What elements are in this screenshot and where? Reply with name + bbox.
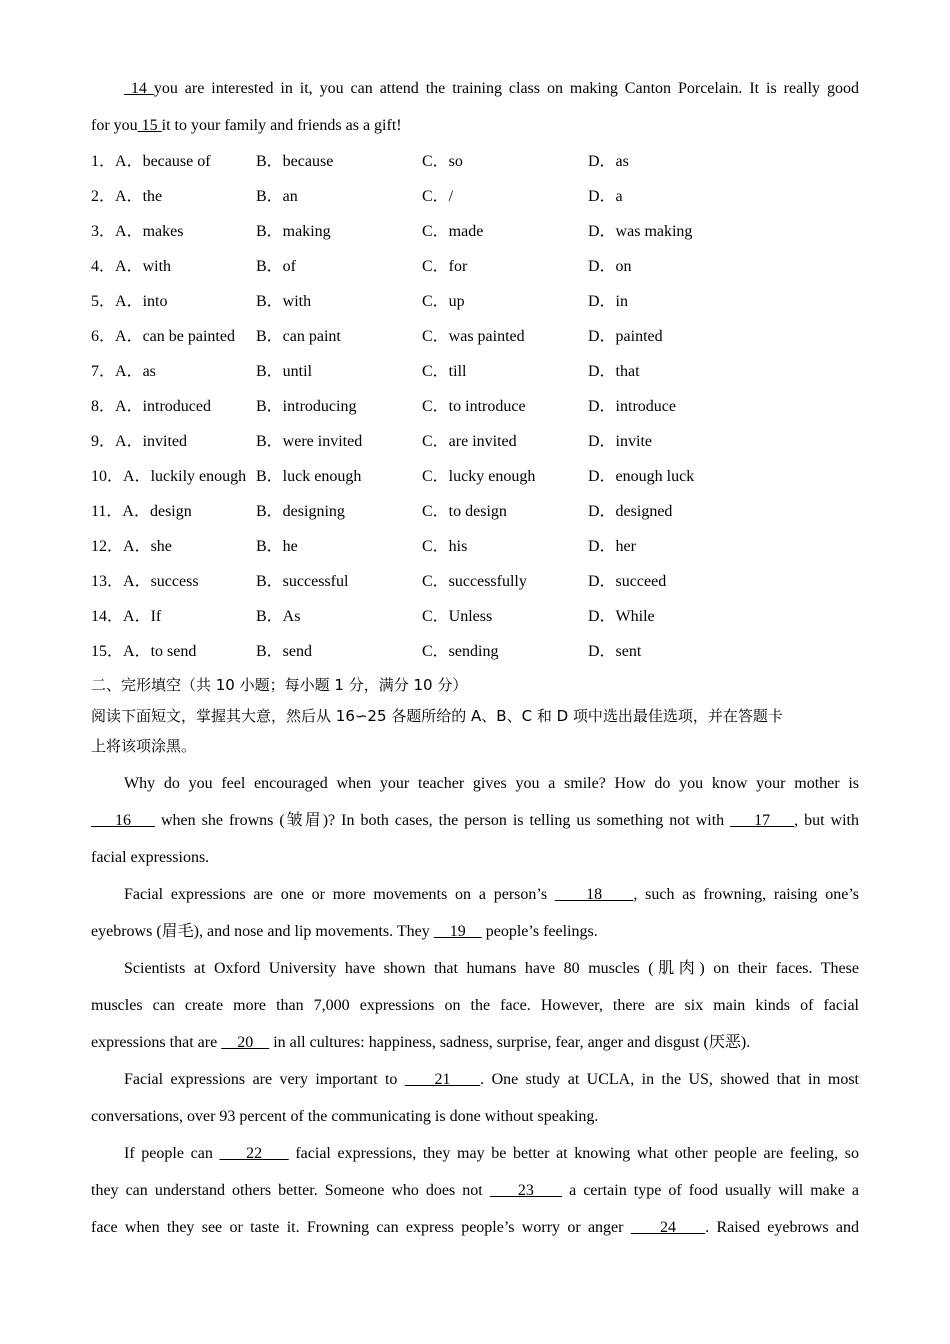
option-c: C．made bbox=[422, 223, 484, 240]
option-a: A．the bbox=[115, 188, 163, 205]
option-b: B．of bbox=[256, 258, 297, 275]
option-c: C．till bbox=[422, 363, 467, 380]
option-a: A．makes bbox=[115, 223, 184, 240]
option-a: A．with bbox=[115, 258, 172, 275]
passage-text: Facial expressions are very important to bbox=[124, 1071, 405, 1088]
question-number-and-option-a bbox=[91, 529, 172, 564]
question-number: 10． bbox=[91, 468, 124, 485]
option-b: B．successful bbox=[256, 573, 349, 590]
option-a: A．to send bbox=[123, 643, 197, 660]
question-row bbox=[91, 354, 859, 389]
passage-line bbox=[91, 1024, 859, 1061]
blank-18: 18 bbox=[554, 886, 634, 903]
question-row bbox=[91, 494, 859, 529]
passage-line bbox=[91, 1172, 859, 1209]
blank-14: 14 bbox=[124, 80, 154, 97]
passage-text: eyebrows (眉毛), and nose and lip movements. They bbox=[91, 923, 434, 940]
option-a: A．luckily enough bbox=[123, 468, 247, 485]
option-d: D．introduce bbox=[588, 398, 676, 415]
question-number-and-option-a bbox=[91, 214, 183, 249]
option-b: B．he bbox=[256, 538, 298, 555]
option-a: A．because of bbox=[115, 153, 211, 170]
passage-line bbox=[91, 876, 859, 913]
option-b: B．an bbox=[256, 188, 298, 205]
option-b: B．were invited bbox=[256, 433, 363, 450]
option-b: B．designing bbox=[256, 503, 345, 520]
question-number: 1． bbox=[91, 153, 116, 170]
option-a: A．invited bbox=[115, 433, 188, 450]
passage-text: Facial expressions are one or more movements on a person’s bbox=[124, 886, 555, 903]
option-b: B．can paint bbox=[256, 328, 341, 345]
question-row bbox=[91, 459, 859, 494]
blank-15: 15 bbox=[137, 117, 162, 134]
question-number: 4． bbox=[91, 258, 116, 275]
passage-text: If people can bbox=[124, 1145, 220, 1162]
option-b: B．luck enough bbox=[256, 468, 362, 485]
option-b: B．introducing bbox=[256, 398, 357, 415]
passage-text: face when they see or taste it. Frowning can express people’s worry or anger bbox=[91, 1219, 631, 1236]
option-b: B．making bbox=[256, 223, 331, 240]
question-number-and-option-a bbox=[91, 389, 211, 424]
option-d: D．succeed bbox=[588, 573, 667, 590]
question-number: 14． bbox=[91, 608, 124, 625]
option-c: C．lucky enough bbox=[422, 468, 536, 485]
question-number-and-option-a bbox=[91, 634, 196, 669]
option-d: D．on bbox=[588, 258, 632, 275]
passage-line bbox=[91, 1061, 859, 1098]
passage-text: they can understand others better. Someone who does not bbox=[91, 1182, 490, 1199]
option-c: C．for bbox=[422, 258, 468, 275]
question-number-and-option-a bbox=[91, 179, 162, 214]
blank-17: 17 bbox=[730, 812, 795, 829]
question-row bbox=[91, 179, 859, 214]
exam-page bbox=[91, 70, 859, 1246]
option-c: C．so bbox=[422, 153, 463, 170]
passage-line bbox=[91, 1209, 859, 1246]
question-row bbox=[91, 144, 859, 179]
option-c: C．sending bbox=[422, 643, 499, 660]
blank-20: 20 bbox=[221, 1034, 270, 1051]
question-row bbox=[91, 564, 859, 599]
question-number-and-option-a bbox=[91, 599, 161, 634]
blank-16: 16 bbox=[91, 812, 155, 829]
question-number-and-option-a bbox=[91, 319, 235, 354]
intro-text: for you bbox=[91, 117, 138, 134]
question-number: 8． bbox=[91, 398, 116, 415]
option-d: D．painted bbox=[588, 328, 663, 345]
section-instruction bbox=[91, 701, 859, 761]
passage-line: Scientists at Oxford University have shown that humans have 80 muscles (肌肉) on their faces. These bbox=[124, 960, 859, 977]
option-d: D．enough luck bbox=[588, 468, 695, 485]
question-number-and-option-a bbox=[91, 249, 171, 284]
question-row bbox=[91, 634, 859, 669]
passage-text: expressions that are bbox=[91, 1034, 222, 1051]
blank-23: 23 bbox=[489, 1182, 563, 1199]
question-number: 13． bbox=[91, 573, 124, 590]
blank-19: 19 bbox=[433, 923, 482, 940]
passage-text: in all cultures: happiness, sadness, surprise, fear, anger and disgust (厌恶). bbox=[269, 1034, 751, 1051]
option-a: A．can be painted bbox=[115, 328, 235, 345]
option-a: A．into bbox=[115, 293, 168, 310]
question-row bbox=[91, 424, 859, 459]
passage-text: . One study at UCLA, in the US, showed that in most bbox=[480, 1071, 860, 1088]
question-number: 9． bbox=[91, 433, 116, 450]
question-number: 15． bbox=[91, 643, 124, 660]
passage-text: people’s feelings. bbox=[481, 923, 598, 940]
option-c: C．successfully bbox=[422, 573, 527, 590]
question-number-and-option-a bbox=[91, 424, 187, 459]
question-number: 5． bbox=[91, 293, 116, 310]
option-a: A．introduced bbox=[115, 398, 211, 415]
question-row bbox=[91, 389, 859, 424]
option-c: C．are invited bbox=[422, 433, 517, 450]
question-number-and-option-a bbox=[91, 354, 156, 389]
option-d: D．that bbox=[588, 363, 640, 380]
passage-line: Why do you feel encouraged when your teacher gives you a smile? How do you know your mother is bbox=[124, 775, 859, 792]
passage-line: muscles can create more than 7,000 expressions on the face. However, there are six main kinds of facial bbox=[91, 997, 859, 1014]
option-b: B．As bbox=[256, 608, 301, 625]
option-d: D．invite bbox=[588, 433, 652, 450]
option-c: C．to introduce bbox=[422, 398, 526, 415]
option-d: D．was making bbox=[588, 223, 693, 240]
intro-text: you are interested in it, you can attend the training class on making Canton Porcelain. It is really good bbox=[153, 80, 859, 97]
option-b: B．because bbox=[256, 153, 334, 170]
question-number: 11． bbox=[91, 503, 123, 520]
option-a: A．If bbox=[123, 608, 162, 625]
option-a: A．success bbox=[123, 573, 199, 590]
passage-text: facial expressions, they may be better at knowing what other people are feeling, so bbox=[288, 1145, 859, 1162]
passage-text: , such as frowning, raising one’s bbox=[633, 886, 859, 903]
passage-line bbox=[91, 1135, 859, 1172]
question-number-and-option-a bbox=[91, 459, 246, 494]
passage-line bbox=[91, 913, 859, 950]
option-d: D．While bbox=[588, 608, 655, 625]
question-number-and-option-a bbox=[91, 144, 211, 179]
question-number: 12． bbox=[91, 538, 124, 555]
option-a: A．as bbox=[115, 363, 156, 380]
question-row bbox=[91, 284, 859, 319]
passage-line bbox=[91, 802, 859, 839]
option-c: C．/ bbox=[422, 188, 454, 205]
option-d: D．her bbox=[588, 538, 636, 555]
passage-line: facial expressions. bbox=[91, 849, 210, 866]
intro-line-2 bbox=[91, 107, 859, 144]
question-number: 2． bbox=[91, 188, 116, 205]
question-row bbox=[91, 319, 859, 354]
option-b: B．until bbox=[256, 363, 313, 380]
question-row bbox=[91, 214, 859, 249]
option-d: D．a bbox=[588, 188, 623, 205]
question-row bbox=[91, 529, 859, 564]
option-a: A．she bbox=[123, 538, 172, 555]
question-number: 3． bbox=[91, 223, 116, 240]
instruction-line: 阅读下面短文，掌握其大意，然后从 16∽25 各题所给的 A、B、C 和 D 项中选出最佳选项，并在答题卡 bbox=[91, 707, 783, 725]
blank-24: 24 bbox=[630, 1219, 706, 1236]
option-a: A．design bbox=[122, 503, 192, 520]
question-number-and-option-a bbox=[91, 284, 167, 319]
question-list bbox=[91, 144, 859, 669]
passage-line: conversations, over 93 percent of the communicating is done without speaking. bbox=[91, 1108, 599, 1125]
intro-text: it to your family and friends as a gift! bbox=[161, 117, 402, 134]
intro-line-1 bbox=[91, 70, 859, 107]
question-row bbox=[91, 599, 859, 634]
instruction-line: 上将该项涂黑。 bbox=[91, 737, 197, 755]
option-b: B．with bbox=[256, 293, 312, 310]
option-c: C．Unless bbox=[422, 608, 493, 625]
question-row bbox=[91, 249, 859, 284]
question-number: 7． bbox=[91, 363, 116, 380]
question-number: 6． bbox=[91, 328, 116, 345]
passage-text: a certain type of food usually will make a bbox=[562, 1182, 860, 1199]
passage-text: . Raised eyebrows and bbox=[705, 1219, 859, 1236]
option-d: D．designed bbox=[588, 503, 673, 520]
blank-22: 22 bbox=[219, 1145, 289, 1162]
option-c: C．up bbox=[422, 293, 465, 310]
option-c: C．was painted bbox=[422, 328, 525, 345]
question-number-and-option-a bbox=[91, 564, 199, 599]
passage-text: when she frowns (皱眉)? In both cases, the person is telling us something not with bbox=[154, 812, 731, 829]
passage bbox=[91, 765, 859, 1246]
option-c: C．to design bbox=[422, 503, 507, 520]
option-d: D．in bbox=[588, 293, 629, 310]
blank-21: 21 bbox=[404, 1071, 481, 1088]
option-d: D．as bbox=[588, 153, 629, 170]
option-b: B．send bbox=[256, 643, 313, 660]
passage-text: , but with bbox=[794, 812, 859, 829]
section-heading: 二、完形填空（共 10 小题；每小题 1 分，满分 10 分） bbox=[91, 676, 468, 694]
option-d: D．sent bbox=[588, 643, 642, 660]
option-c: C．his bbox=[422, 538, 468, 555]
question-number-and-option-a bbox=[91, 494, 192, 529]
